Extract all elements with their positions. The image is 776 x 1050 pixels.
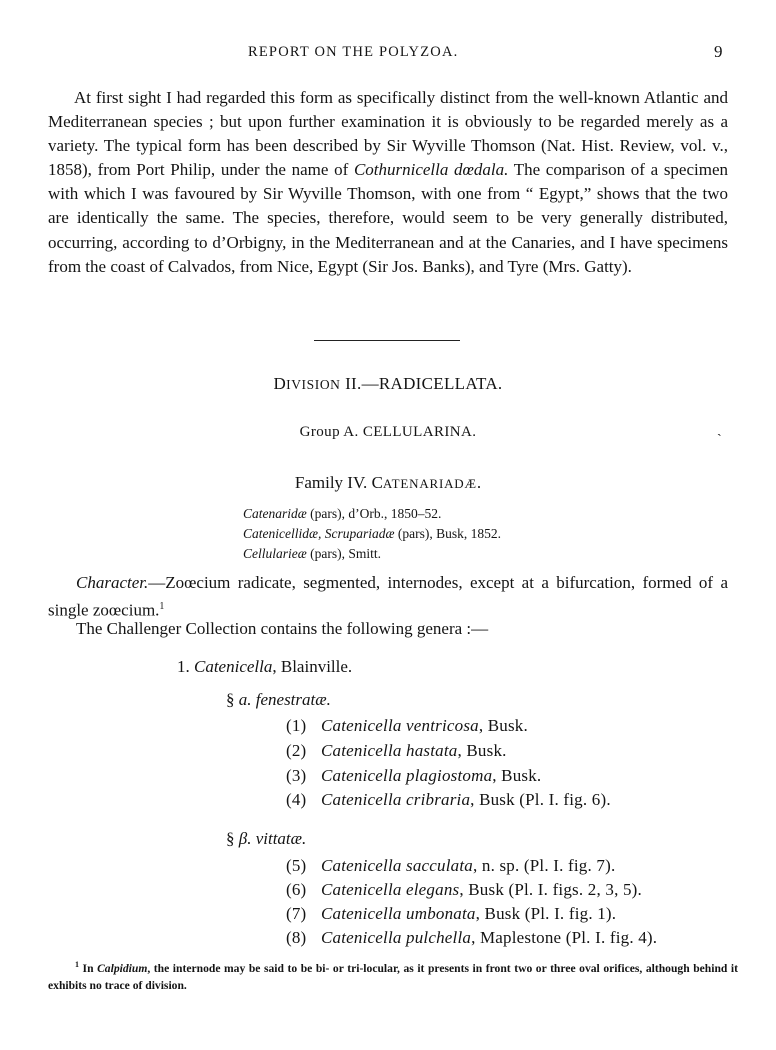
species-name: Catenicella hastata — [321, 741, 458, 760]
footnote — [48, 956, 738, 994]
footnote-text: , the internode may be said to be bi- or tri-locular, as it presents in front two or three oval orifices, although behind it exhibits no trace of division. — [48, 961, 738, 992]
species-author: , Busk (Pl. I. fig. 1). — [475, 904, 617, 923]
genus-author: , Blainville. — [272, 657, 353, 676]
species-number: (7) — [286, 904, 307, 923]
species-author: , Busk. — [492, 766, 542, 785]
species-name: Catenicella pulchella — [321, 928, 472, 947]
synonym-line — [243, 543, 381, 564]
running-header — [0, 44, 776, 68]
character-paragraph — [48, 571, 728, 623]
species-name: Catenicella cribraria — [321, 790, 471, 809]
division-initial: D — [273, 374, 287, 393]
species-entry — [286, 741, 507, 761]
synonym-citation: (pars), Busk, 1852. — [394, 526, 501, 541]
species-number: (1) — [286, 716, 307, 735]
species-entry — [286, 856, 615, 876]
species-entry — [286, 716, 528, 736]
synonym-citation: (pars), d’Orb., 1850–52. — [306, 506, 442, 521]
group-heading: Group A. CELLULARINA. — [299, 424, 477, 440]
body-paragraph — [48, 86, 728, 279]
species-number: (8) — [286, 928, 307, 947]
species-name: Catenicella ventricosa — [321, 716, 479, 735]
footnote-reference: 1 — [159, 601, 165, 612]
paragraph-text-2: The comparison of a specimen with which I was favoured by Sir Wyville Thomson, with one from “ Egypt,” shows that the two are identically the same. The species, therefore, would seem to be very generally distributed, occurring, according to d’Orbigny, in the Mediterranean and at the Canaries, and I have specimens from the coast of Calvados, from Nice, Egypt (Sir Jos. Banks), and Tyre (Mrs. Gatty). — [48, 160, 729, 276]
synonym-citation: (pars), Smitt. — [306, 546, 381, 561]
species-author: , Busk. — [457, 741, 507, 760]
species-name: Catenicella umbonata — [321, 904, 476, 923]
section-mark: § — [226, 690, 239, 709]
species-entry — [286, 880, 642, 900]
species-author: , Busk (Pl. I. figs. 2, 3, 5). — [459, 880, 642, 899]
character-label: Character. — [76, 573, 149, 592]
family-initial: C — [371, 473, 383, 492]
species-author: , Busk. — [478, 716, 528, 735]
section-name: vittatæ. — [251, 829, 307, 848]
footnote-pre: In — [79, 961, 98, 975]
stray-mark: ˎ — [717, 422, 722, 437]
page-number: 9 — [714, 42, 723, 61]
synonym-line — [243, 503, 441, 524]
species-name: Catenicella plagiostoma — [321, 766, 493, 785]
character-text: —Zoœcium radicate, segmented, internodes, except at a bifurcation, formed of a single zoœcium. — [48, 573, 728, 620]
species-name: Catenicella elegans — [321, 880, 460, 899]
species-number: (4) — [286, 790, 307, 809]
section-heading-fenestratae — [226, 690, 331, 710]
family-label: Family IV. — [294, 473, 372, 492]
synonym-name: Cellularieæ — [243, 546, 307, 561]
genera-intro: The Challenger Collection contains the following genera :— — [76, 619, 489, 638]
species-entry — [286, 766, 541, 786]
section-heading-vittatae — [226, 829, 306, 849]
synonym-line — [243, 523, 501, 544]
division-word-smallcaps: IVISION — [286, 377, 341, 392]
species-number: (6) — [286, 880, 307, 899]
species-name: Catenicella sacculata — [321, 856, 473, 875]
footnote-italic: Calpidium — [97, 961, 148, 975]
species-name-italic: Cothurnicella dœdala. — [353, 160, 509, 180]
species-number: (2) — [286, 741, 307, 760]
paragraph-text-1: At first sight I had regarded this form as specifically distinct from the well-known Atlantic and Mediterranean species ; but upon further examination it is obviously to be regarded merely as a variety. The typical form has been described by Sir Wyville Thomson (Nat. Hist. Review, vol. v., 1858), from Port Philip, under the name of — [48, 88, 728, 180]
synonym-name: Catenaridæ — [243, 506, 307, 521]
family-end: . — [476, 473, 482, 492]
family-heading — [0, 473, 776, 493]
species-number: (5) — [286, 856, 307, 875]
section-mark: § — [226, 829, 239, 848]
section-divider-rule — [314, 340, 460, 341]
division-title: II.—RADICELLATA. — [340, 374, 503, 393]
genus-name: Catenicella — [194, 657, 273, 676]
species-entry — [286, 904, 616, 924]
section-letter: a. — [238, 690, 252, 709]
species-author: , n. sp. (Pl. I. fig. 7). — [472, 856, 616, 875]
family-name-smallcaps: ATENARIADÆ — [382, 476, 477, 491]
genus-entry — [177, 657, 352, 677]
division-heading — [0, 374, 776, 394]
synonym-name: Catenicellidæ, Scrupariadæ — [243, 526, 395, 541]
species-entry — [286, 790, 611, 810]
species-author: , Busk (Pl. I. fig. 6). — [470, 790, 611, 809]
running-title: REPORT ON THE POLYZOA. — [248, 44, 459, 60]
section-letter: β. — [238, 829, 252, 848]
section-name: fenestratæ. — [251, 690, 331, 709]
species-number: (3) — [286, 766, 307, 785]
footnote-mark: 1 — [75, 960, 79, 969]
genus-number: 1. — [177, 657, 194, 676]
species-author: , Maplestone (Pl. I. fig. 4). — [471, 928, 658, 947]
species-entry — [286, 928, 657, 948]
